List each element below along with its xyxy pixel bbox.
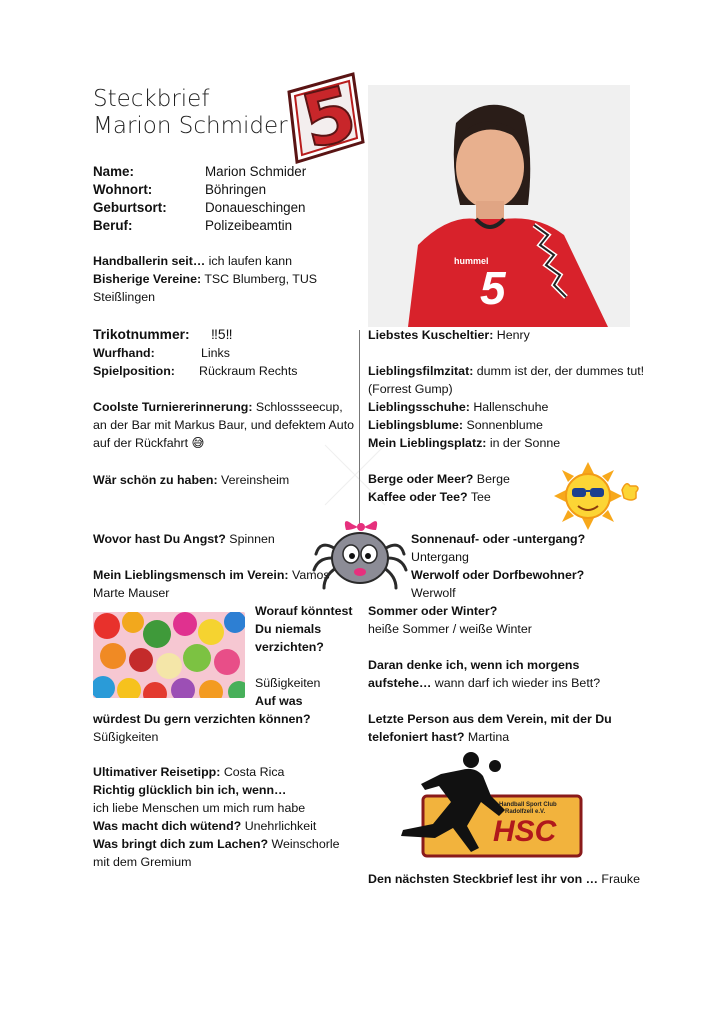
wurfhand-label: Wurfhand: (93, 346, 155, 360)
wuetend-label: Was macht dich wütend? (93, 819, 242, 833)
grinning-sweat-emoji: 😅 (191, 436, 205, 450)
jersey-number-badge (283, 72, 365, 164)
morgens-value: wann darf ich wieder ins Bett? (431, 676, 601, 690)
row-lachen (93, 835, 355, 871)
player-photo (368, 85, 630, 327)
row-wurfhand (93, 344, 355, 362)
wuetend-value: Unehrlichkeit (241, 819, 317, 833)
kaffee-value: Tee (467, 490, 491, 504)
angst-label: Wovor hast Du Angst? (93, 532, 226, 546)
geburtsort-value: Donaueschingen (205, 200, 306, 215)
blume-label: Lieblingsblume: (368, 418, 463, 432)
telefon-label: Letzte Person aus dem Verein, mit der Du telefoniert hast? (368, 712, 612, 744)
footer-next-profile (368, 870, 668, 888)
vereine-value: TSC Blumberg, TUS Steißlingen (93, 272, 318, 304)
right-favorites (368, 362, 648, 452)
mensch-label: Mein Lieblingsmensch im Verein: (93, 568, 289, 582)
trikot-value: ‼5‼ (211, 327, 233, 342)
seit-value: ich laufen kann (205, 254, 293, 268)
gluecklich-value: ich liebe Menschen um mich rum habe (93, 801, 306, 815)
row-telefoniert (368, 710, 638, 746)
row-blume (368, 416, 648, 434)
reise-value: Costa Rica (220, 765, 285, 779)
row-spielposition (93, 362, 355, 380)
lachen-label: Was bringt dich zum Lachen? (93, 837, 269, 851)
werwolf-value: Werwolf (411, 586, 456, 600)
badge-number: 5 (293, 70, 365, 166)
row-name (93, 163, 353, 181)
row-geburtsort (93, 199, 353, 217)
row-berge (368, 470, 558, 488)
club-logo (395, 752, 585, 864)
berge-value: Berge (473, 472, 510, 486)
telefon-value: Martina (464, 730, 510, 744)
row-vereine (93, 270, 343, 306)
wohnort-value: Böhringen (205, 182, 267, 197)
sweets-image (93, 612, 245, 698)
row-reisetipp (93, 763, 355, 781)
morgens-label: Daran denke ich, wenn ich morgens aufstehe… (368, 658, 580, 690)
sun-sunglasses-icon (552, 462, 642, 530)
seit-label: Handballerin seit… (93, 254, 206, 268)
name-label: Name: (93, 164, 134, 179)
gern-value: Süßigkeiten (93, 730, 159, 744)
beruf-value: Polizeibeamtin (205, 218, 293, 233)
row-beruf (93, 217, 353, 235)
row-morgens (368, 656, 638, 692)
beruf-label: Beruf: (93, 218, 133, 233)
club-abbr: HSC (493, 815, 557, 848)
page-title (93, 86, 288, 140)
title-line-1: Steckbrief (93, 86, 210, 112)
footer-value: Frauke (597, 872, 640, 886)
werwolf-label: Werwolf oder Dorfbewohner? (411, 568, 585, 582)
club-name-line-1: Handball Sport Club (499, 802, 557, 808)
trikot-label: Trikotnummer: (93, 327, 190, 342)
film-label: Lieblingsfilmzitat: (368, 364, 474, 378)
schuhe-label: Lieblingsschuhe: (368, 400, 470, 414)
sonne-label: Sonnenauf- oder -untergang? (411, 532, 586, 546)
verzichten-value: Süßigkeiten (255, 676, 321, 690)
career-section (93, 252, 343, 306)
lachen-value: Weinschorle mit dem Gremium (93, 837, 340, 869)
row-handballerin-seit (93, 252, 343, 270)
reise-label: Ultimativer Reisetipp: (93, 765, 221, 779)
vereine-label: Bisherige Vereine: (93, 272, 202, 286)
gluecklich-label: Richtig glücklich bin ich, wenn… (93, 783, 287, 797)
sommer-label: Sommer oder Winter? (368, 604, 498, 618)
verzichten-label: Worauf könntest Du niemals verzichten? (255, 604, 353, 654)
turnier-section (93, 398, 355, 452)
haben-value: Vereinsheim (217, 473, 290, 487)
bottom-left-block (93, 763, 355, 871)
jersey-brand: hummel (454, 256, 489, 266)
row-wohnort (93, 181, 353, 199)
film-value: dumm ist der, der dummes tut! (Forrest Gump) (368, 364, 645, 396)
schuhe-value: Hallenschuhe (469, 400, 549, 414)
turnier-label: Coolste Turniererinnerung: (93, 400, 253, 414)
mensch-value-2: Marte Mauser (93, 586, 170, 600)
row-sonnenaufgang (411, 530, 631, 602)
footer-label: Den nächsten Steckbrief lest ihr von … (368, 872, 598, 886)
position-label: Spielposition: (93, 364, 175, 378)
row-kaffee (368, 488, 558, 506)
blume-value: Sonnenblume (463, 418, 543, 432)
wurfhand-value: Links (201, 346, 230, 360)
sweets-illustration (93, 612, 245, 698)
row-trikotnummer (93, 326, 355, 344)
turnier-value: Schlossseecup, an der Bar mit Markus Baur, und defektem Auto auf der Rückfahrt (93, 400, 355, 450)
angst-value: Spinnen (225, 532, 275, 546)
title-line-2: Marion Schmider (93, 113, 288, 139)
haben-label: Wär schön zu haben: (93, 473, 218, 487)
row-filmzitat (368, 362, 648, 398)
position-value: Rückraum Rechts (199, 364, 298, 378)
kuschel-value: Henry (493, 328, 530, 342)
spider-graphic (312, 510, 408, 594)
name-value: Marion Schmider (205, 164, 307, 179)
row-schuhe (368, 398, 648, 416)
row-schoen-zu-haben (93, 471, 355, 489)
row-wuetend (93, 817, 355, 835)
platz-label: Mein Lieblingsplatz: (368, 436, 487, 450)
sun-graphic (552, 462, 642, 530)
berge-label: Berge oder Meer? (368, 472, 474, 486)
geburtsort-label: Geburtsort: (93, 200, 167, 215)
row-sommer-winter (368, 602, 648, 638)
wohnort-label: Wohnort: (93, 182, 153, 197)
spider-icon (312, 510, 408, 594)
trikot-section (93, 326, 355, 380)
profile-basics (93, 163, 353, 235)
row-kuscheltier (368, 326, 648, 344)
right-choices (368, 470, 558, 506)
row-angst (93, 530, 323, 548)
kaffee-label: Kaffee oder Tee? (368, 490, 468, 504)
club-name-line-2: Radolfzell e.V. (505, 809, 546, 815)
mensch-value: Vamos (288, 568, 330, 582)
row-lieblingsplatz (368, 434, 648, 452)
gern-label-b: würdest Du gern verzichten können? (93, 712, 311, 726)
sonne-value: Untergang (411, 550, 469, 564)
platz-value: in der Sonne (486, 436, 561, 450)
kuschel-label: Liebstes Kuscheltier: (368, 328, 494, 342)
sommer-value: heiße Sommer / weiße Winter (368, 622, 532, 636)
photo-jersey-number: 5 (480, 262, 506, 314)
gern-label-a: Auf was (255, 694, 303, 708)
